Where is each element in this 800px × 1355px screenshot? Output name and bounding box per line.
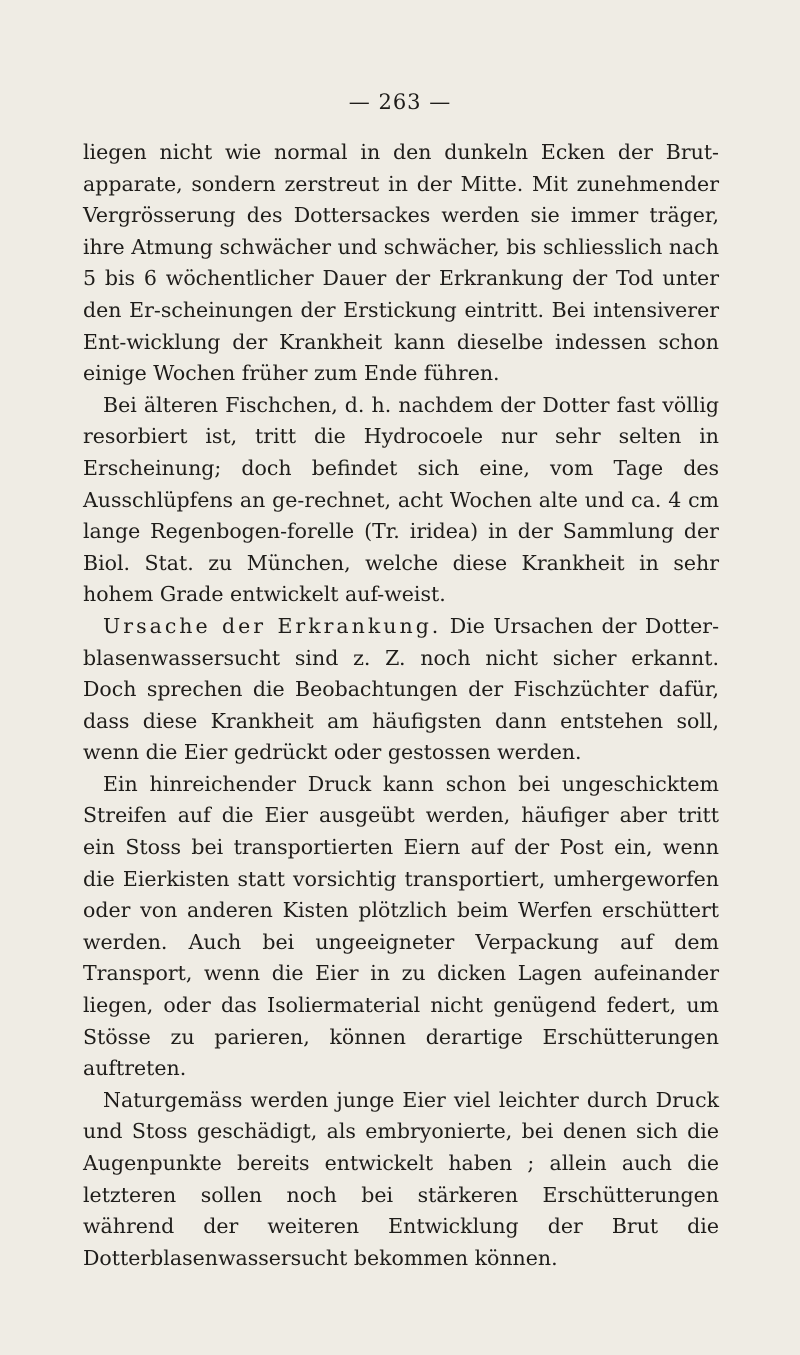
paragraph-2: Bei älteren Fischchen, d. h. nachdem der Dotter fast völlig resorbiert ist, tritt die Hydrocoele nur sehr selten in Erscheinung; doch befindet sich eine, vom Tage des Ausschlüpfens an ge-rechnet, acht Wochen alte und ca. 4 cm lange Regenbogen-forelle (Tr. iridea) in der Sammlung der Biol. Stat. zu München, welche diese Krankheit in sehr hohem Grade entwickelt auf-weist. — [83, 392, 719, 607]
paragraph-4: Ein hinreichender Druck kann schon bei ungeschicktem Streifen auf die Eier ausgeübt werden, häufiger aber tritt ein Stoss bei transportierten Eiern auf der Post ein, wenn die Eierkisten statt vorsichtig transportiert, umhergeworfen oder von anderen Kisten plötzlich beim Werfen erschüttert werden. Auch bei ungeeigneter Verpackung auf dem Transport, wenn die Eier in zu dicken Lagen aufeinander liegen, oder das Isoliermaterial nicht genügend federt, um Stösse zu parieren, können derartige Erschütterungen auftreten. — [83, 771, 719, 1081]
paragraph-3 — [83, 611, 719, 769]
section-heading: Ursache der Erkrankung. — [103, 613, 442, 638]
paragraph-3-text: Die Ursachen der Dotter-blasenwassersucht sind z. Z. noch nicht sicher erkannt. Doch sprechen die Beobachtungen der Fischzüchter dafür, dass diese Krankheit am häufigsten dann entstehen soll, wenn die Eier gedrückt oder gestossen werden. — [83, 613, 719, 765]
paragraph-1: liegen nicht wie normal in den dunkeln Ecken der Brut-apparate, sondern zerstreut in der Mitte. Mit zunehmender Vergrösserung des Dottersackes werden sie immer träger, ihre Atmung schwächer und schwächer, bis schliesslich nach 5 bis 6 wöchentlicher Dauer der Erkrankung der Tod unter den Er-scheinungen der Erstickung eintritt. Bei intensiverer Ent-wicklung der Krankheit kann dieselbe indessen schon einige Wochen früher zum Ende führen. — [83, 140, 719, 386]
page-number: — 263 — — [348, 90, 452, 114]
body-text — [83, 137, 719, 1274]
paragraph-5: Naturgemäss werden junge Eier viel leichter durch Druck und Stoss geschädigt, als embryonierte, bei denen sich die Augenpunkte bereits entwickelt haben ; allein auch die letzteren sollen noch bei stärkeren Erschütterungen während der weiteren Entwicklung der Brut die Dotterblasenwassersucht bekommen können. — [83, 1087, 719, 1270]
